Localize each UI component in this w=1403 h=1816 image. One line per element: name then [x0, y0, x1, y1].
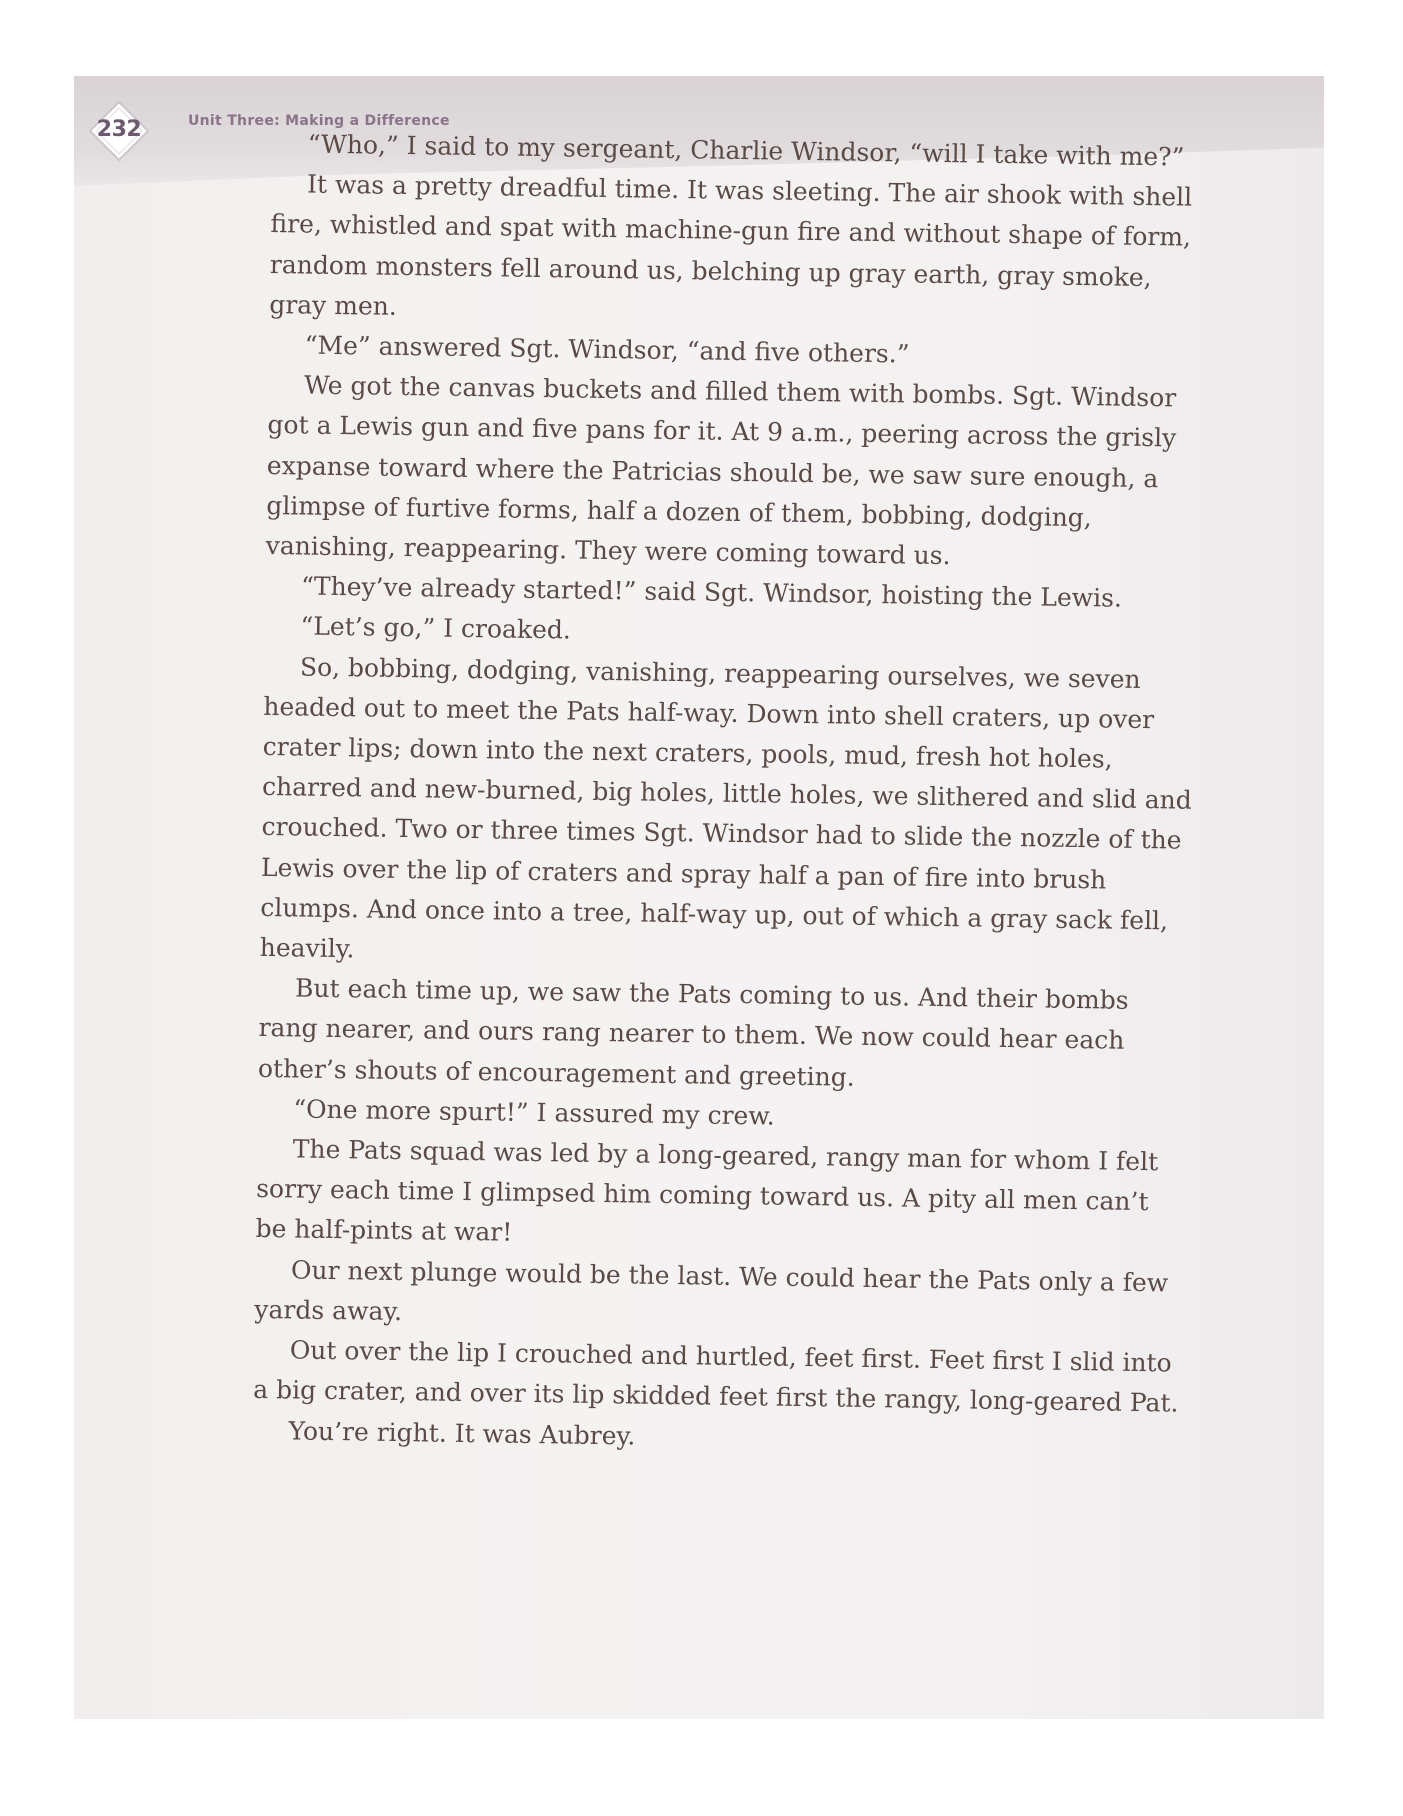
paragraph: “They’ve already started!” said Sgt. Windsor, hoisting the Lewis.	[300, 571, 1123, 613]
paragraph: The Pats squad was led by a long-geared, rangy man for whom I felt sorry each time I glimpsed him coming toward us. A pity all men can’t be half-pints at war!	[255, 1134, 1159, 1248]
running-head: Unit Three: Making a Difference	[188, 113, 450, 129]
paragraph: “Who,” I said to my sergeant, Charlie Windsor, “will I take with me?”	[307, 129, 1185, 172]
page-number-badge	[88, 100, 150, 162]
body-text	[252, 124, 1202, 1464]
paragraph: “Let’s go,” I croaked.	[300, 611, 572, 645]
paragraph: “Me” answered Sgt. Windsor, “and five others.”	[304, 330, 910, 369]
paragraph: Out over the lip I crouched and hurtled, feet first. Feet first I slid into a big crater, and over its lip skidded feet first the rangy, long-geared Pat.	[253, 1335, 1179, 1418]
paragraph: We got the canvas buckets and filled them with bombs. Sgt. Windsor got a Lewis gun and five pans for it. At 9 a.m., peering across the grisly expanse toward where the Patricias should be, we saw sure enough, a glimpse of furtive forms, half a dozen of them, bobbing, dodging, vanishing, reappearing. They were coming toward us.	[265, 370, 1177, 571]
paragraph: Our next plunge would be the last. We could hear the Pats only a few yards away.	[254, 1255, 1169, 1326]
paragraph: It was a pretty dreadful time. It was sleeting. The air shook with shell fire, whistled and spat with machine-gun fire and without shape of form, random monsters fell around us, belching up gray earth, gray smoke, gray men.	[269, 169, 1193, 321]
page-number: 232	[96, 117, 142, 142]
paragraph: You’re right. It was Aubrey.	[288, 1415, 636, 1451]
paragraph: So, bobbing, dodging, vanishing, reappearing ourselves, we seven headed out to meet the Pats half-way. Down into shell craters, up over crater lips; down into the next craters, pools, mud, fresh hot holes, charred and new-burned, big holes, little holes, we slithered and slid and crouched. Two or three times Sgt. Windsor had to slide the nozzle of the Lewis over the lip of craters and spray half a pan of fire into brush clumps. And once into a tree, half-way up, out of which a gray sack fell, heavily.	[259, 652, 1192, 964]
paragraph: “One more spurt!” I assured my crew.	[293, 1094, 775, 1131]
paragraph: But each time up, we saw the Pats coming to us. And their bombs rang nearer, and ours rang nearer to them. We now could hear each other’s shouts of encouragement and greeting.	[257, 973, 1129, 1092]
